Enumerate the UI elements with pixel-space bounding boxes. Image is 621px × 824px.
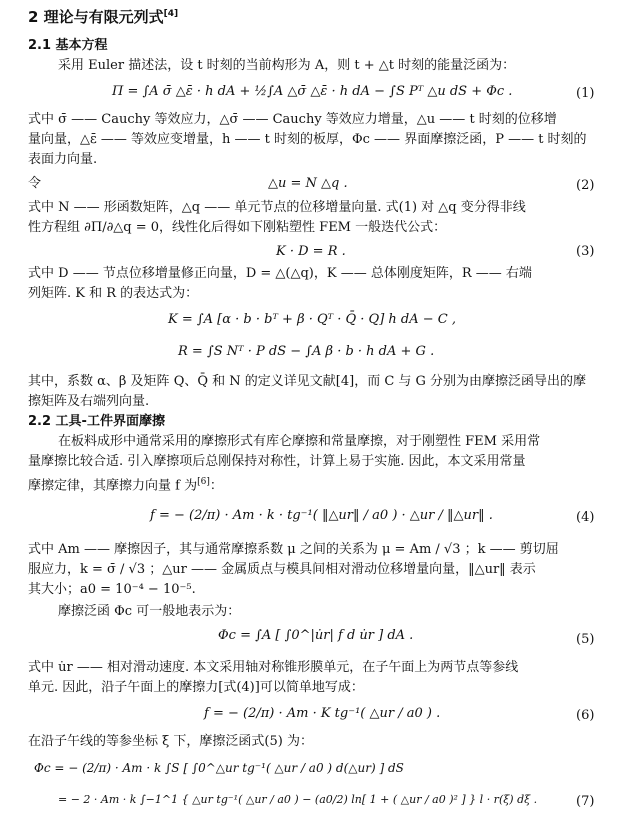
- definitions-5-line-1: 式中 u̇r —— 相对滑动速度. 本文采用轴对称锥形膜单元，在子午面上为两节点等参线: [28, 660, 519, 675]
- equation-1: Π = ∫A σ̄ △ε̄ · h dA + ½∫A △σ̄ △ε̄ · h dA − ∫S Pᵀ △u dS + Φc .: [112, 84, 513, 99]
- section-heading-text: 2 理论与有限元列式: [28, 8, 164, 26]
- equation-2-number: (2): [576, 178, 595, 193]
- equation-6: f = − (2/π) · Am · K tg⁻¹( △ur / a0 ) .: [204, 706, 441, 721]
- definitions-1-line-1: 式中 σ̄ —— Cauchy 等效应力，△σ̄ —— Cauchy 等效应力增量，△u —— t 时刻的位移增: [28, 112, 557, 127]
- equation-6-number: (6): [576, 708, 595, 723]
- section-heading: [28, 6, 178, 25]
- section-heading-ref: [4]: [163, 9, 179, 19]
- equation-K: K = ∫A [α · b · bᵀ + β · Qᵀ · Q̄ · Q] h dA − C ,: [168, 312, 456, 327]
- paragraph-friction-line-2: 量摩擦比较合适. 引入摩擦项后总刚保持对称性，计算上易于实施. 因此，本文采用常量: [28, 454, 526, 469]
- equation-R: R = ∫S Nᵀ · P dS − ∫A β · b · h dA + G .: [178, 344, 435, 359]
- definitions-3-line-2: 列矩阵. K 和 R 的表达式为：: [28, 286, 199, 301]
- let-word: 令: [28, 176, 42, 191]
- definitions-2-line-2: 性方程组 ∂Π/∂△q = 0，线性化后得如下刚粘塑性 FEM 一般迭代公式：: [28, 220, 447, 235]
- paragraph-friction-line-3-text: 摩擦定律，其摩擦力向量 f 为: [28, 478, 198, 494]
- equation-3: K · D = R .: [276, 244, 346, 259]
- paragraph-friction-line-3: [28, 474, 223, 494]
- equation-3-number: (3): [576, 244, 595, 259]
- definitions-5-line-2: 单元. 因此，沿子午面上的摩擦力[式(4)]可以简单地写成：: [28, 680, 364, 695]
- definitions-4-line-3: 其大小；a0 = 10⁻⁴ − 10⁻⁵.: [28, 582, 196, 597]
- paragraph-friction-line-1: 在板料成形中通常采用的摩擦形式有库仑摩擦和常量摩擦，对于刚塑性 FEM 采用常: [58, 434, 541, 449]
- equation-5-number: (5): [576, 632, 595, 647]
- paragraph-isoparametric: 在沿子午线的等参坐标 ξ 下，摩擦泛函式(5) 为：: [28, 734, 313, 749]
- paragraph-coefficients-line-2: 擦矩阵及右端列向量.: [28, 394, 150, 409]
- equation-7-line-2: = − 2 · Am · k ∫−1^1 { △ur tg⁻¹( △ur / a0 ) − (a0/2) ln[ 1 + ( △ur / a0 )² ] } l · r(ξ) dξ .: [58, 793, 538, 806]
- equation-1-number: (1): [576, 86, 595, 101]
- paragraph-friction-ref: [6]: [197, 477, 210, 487]
- equation-7-line-1: Φc = − (2/π) · Am · k ∫S [ ∫0^△ur tg⁻¹( △ur / a0 ) d(△ur) ] dS: [34, 761, 404, 775]
- equation-4: f = − (2/π) · Am · k · tg⁻¹( ‖△ur‖ / a0 ) · △ur / ‖△ur‖ .: [150, 508, 493, 523]
- subsection-2-1-heading: 2.1 基本方程: [28, 38, 108, 53]
- equation-7-number: (7): [576, 794, 595, 809]
- paragraph-coefficients-line-1: 其中，系数 α、β 及矩阵 Q、Q̄ 和 N 的定义详见文献[4]，而 C 与 G 分别为由摩擦泛函导出的摩: [28, 374, 587, 389]
- paragraph-friction-functional: 摩擦泛函 Φc 可一般地表示为：: [58, 604, 241, 619]
- equation-5: Φc = ∫A [ ∫0^|u̇r| f d u̇r ] dA .: [218, 628, 414, 643]
- definitions-4-line-2: 服应力，k = σ̄ / √3 ；△ur —— 金属质点与模具间相对滑动位移增量向量，‖△ur‖ 表示: [28, 562, 536, 577]
- definitions-4-line-1: 式中 Am —— 摩擦因子，其与通常摩擦系数 μ 之间的关系为 μ = Am / √3 ；k —— 剪切屈: [28, 542, 559, 557]
- definitions-3-line-1: 式中 D —— 节点位移增量修正向量，D = △(△q)，K —— 总体刚度矩阵，R —— 右端: [28, 266, 532, 281]
- equation-4-number: (4): [576, 510, 595, 525]
- paragraph-euler: 采用 Euler 描述法，设 t 时刻的当前构形为 A，则 t + △t 时刻的能量泛函为：: [58, 58, 516, 73]
- paragraph-friction-line-3-end: ：: [209, 478, 223, 494]
- definitions-1-line-2: 量向量，△ε̄ —— 等效应变增量，h —— t 时刻的板厚，Φc —— 界面摩擦泛函，P —— t 时刻的: [28, 132, 587, 147]
- equation-2: △u = N △q .: [268, 176, 348, 191]
- subsection-2-2-heading: 2.2 工具-工件界面摩擦: [28, 414, 165, 429]
- definitions-1-line-3: 表面力向量.: [28, 152, 98, 167]
- definitions-2-line-1: 式中 N —— 形函数矩阵，△q —— 单元节点的位移增量向量. 式(1) 对 △q 变分得非线: [28, 200, 526, 215]
